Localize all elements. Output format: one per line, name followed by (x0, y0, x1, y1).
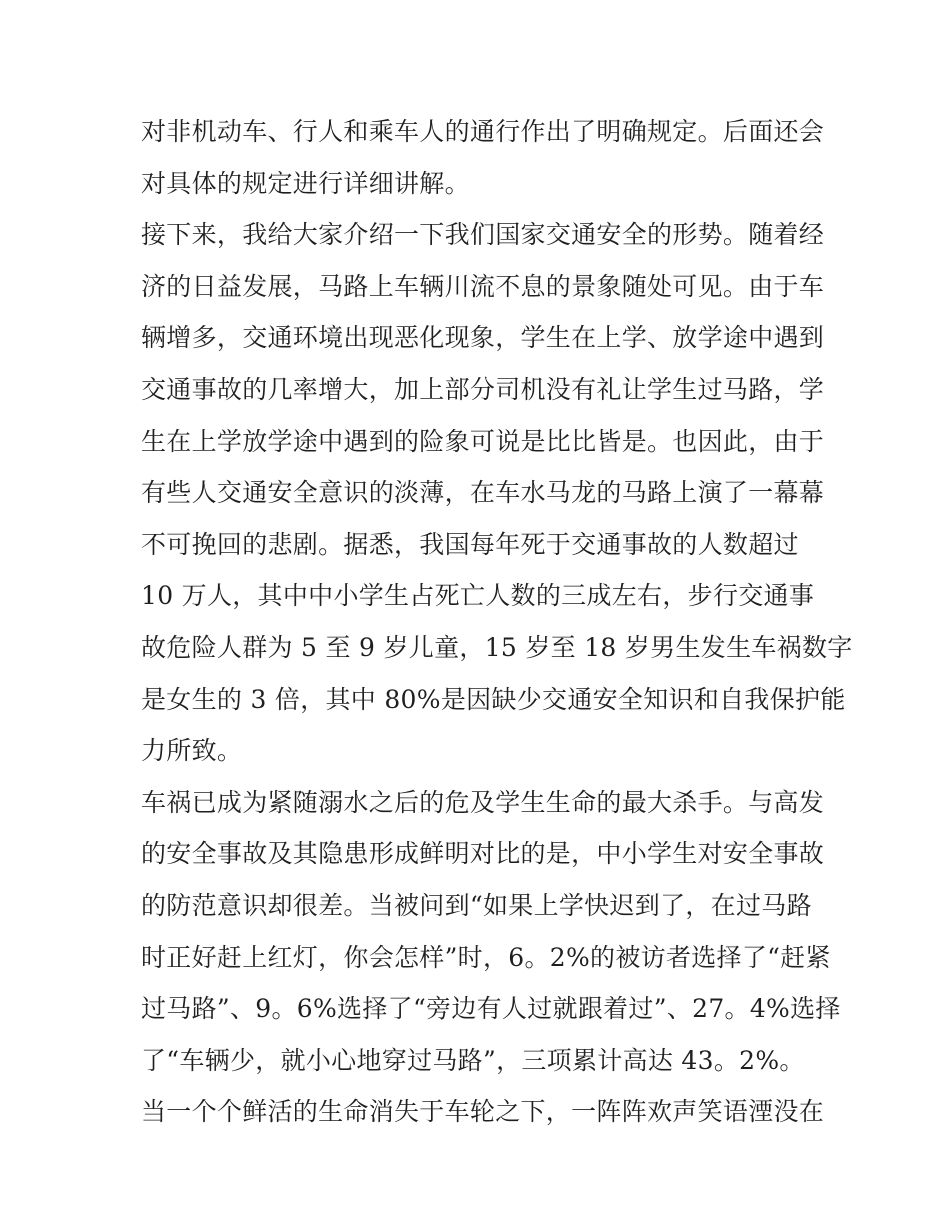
text-line-9: 不可挽回的悲剧。据悉，我国每年死于交通事故的人数超过 (141, 529, 799, 559)
text-line-1: 对非机动车、行人和乘车人的通行作出了明确规定。后面还会 (141, 117, 825, 146)
text-line-6: 交通事故的几率增大，加上部分司机没有礼让学生过马路，学 (141, 374, 825, 404)
text-line-18: 过马路”、9。6%选择了“旁边有人过就跟着过”、27。4%选择 (141, 994, 841, 1024)
text-line-7: 生在上学放学途中遇到的险象可说是比比皆是。也因此，由于 (141, 426, 825, 456)
body-text (141, 106, 853, 1138)
text-line-15: 的安全事故及其隐患形成鲜明对比的是，中小学生对安全事故 (141, 839, 825, 869)
text-line-13: 力所致。 (141, 736, 243, 766)
text-line-4: 济的日益发展，马路上车辆川流不息的景象随处可见。由于车 (141, 271, 825, 301)
text-line-17: 时正好赶上红灯，你会怎样”时，6。2%的被访者选择了“赶紧 (141, 942, 831, 972)
text-line-5: 辆增多，交通环境出现恶化现象，学生在上学、放学途中遇到 (141, 323, 825, 353)
text-line-19: 了“车辆少，就小心地穿过马路”，三项累计高达 43。2%。 (141, 1045, 805, 1075)
text-line-10: 10 万人，其中中小学生占死亡人数的三成左右，步行交通事 (141, 581, 815, 611)
text-line-3: 接下来，我给大家介绍一下我们国家交通安全的形势。随着经 (141, 220, 825, 250)
text-line-16: 的防范意识却很差。当被问到“如果上学快迟到了，在过马路 (141, 890, 812, 920)
text-line-12: 是女生的 3 倍，其中 80%是因缺少交通安全知识和自我保护能 (141, 684, 846, 714)
text-line-11: 故危险人群为 5 至 9 岁儿童，15 岁至 18 岁男生发生车祸数字 (141, 632, 853, 662)
text-line-8: 有些人交通安全意识的淡薄，在车水马龙的马路上演了一幕幕 (141, 478, 825, 508)
text-line-20: 当一个个鲜活的生命消失于车轮之下，一阵阵欢声笑语湮没在 (141, 1097, 825, 1127)
text-line-14: 车祸已成为紧随溺水之后的危及学生生命的最大杀手。与高发 (141, 787, 825, 817)
text-line-2: 对具体的规定进行详细讲解。 (141, 168, 470, 198)
